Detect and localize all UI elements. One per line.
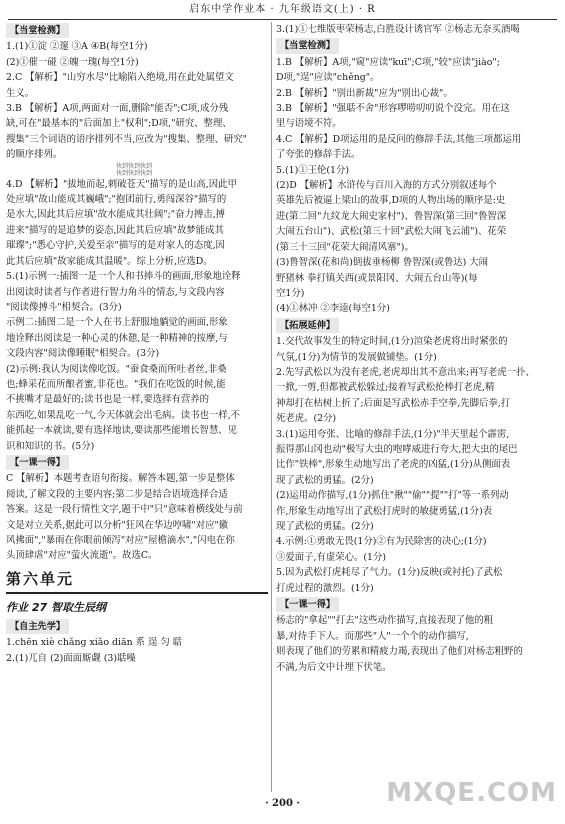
text-line: 能抓起一本就读,要有选择地读,要读那些能增长智慧、见 — [6, 425, 237, 437]
text-line: 1.(1)①淀 ②邃 ③A ④B(每空1分) — [6, 41, 148, 53]
header-title: 启东中学作业本 · 九年级语文(上) · R — [189, 4, 376, 15]
text-line: 打虎过程的激烈。(1分) — [276, 582, 374, 594]
text-line: 里与语境不符。 — [276, 118, 342, 130]
section-heading: 【一课一得】 — [276, 597, 339, 612]
unit-rule — [6, 592, 268, 594]
text-line: 答案。这是一段行情性文字,题干中"只"意味着横线处与前 — [6, 504, 243, 516]
text-line: 大闹五台山")、武松(第三十回"武松大闹飞云浦")、花荣 — [276, 226, 507, 238]
text-line: 3.B 【解析】"强聒不舍"形容啰唠叨叨说个没完。用在这 — [276, 103, 510, 115]
text-line: 文段内容"阅读像睡眠"相契合。(3分) — [6, 348, 160, 360]
text-line: 3.(1)①七维版枣荣杨志,白胜设计诱官军 ②杨志无奈买酒喝 — [276, 24, 520, 35]
text-line: (2)①催一碰 ②魄一瑰(每空1分) — [6, 56, 139, 68]
text-line: 示例二:插图二是一个人在书上舒服地躺觉的画面,形象 — [6, 317, 228, 329]
left-column — [6, 22, 274, 792]
text-line: (4)①林冲 ②李逵(每空1分) — [276, 303, 390, 315]
text-line: 现了武松的勇猛。(2分) — [276, 474, 374, 486]
small-note: 快到快到快到 — [116, 162, 153, 170]
text-line: 处应填"故山能成其巍峨";"抱团前行,勇闯深谷"描写的 — [6, 194, 227, 206]
text-line: 是水大,因此其后应填"故水能成其壮阔";"奋力搏击,搏 — [6, 209, 225, 221]
homework-title: 作业 27 智取生辰纲 — [6, 600, 106, 614]
text-line: 1.交代故事发生的特定时间,(1分)渲染老虎将出时紧张的 — [276, 336, 508, 348]
text-line: 3.B 【解析】A项,两面对一面,删除"能否";C项,成分残 — [6, 103, 229, 115]
text-line: 野猪林 拳打镇关西(或景阳冈、大闹五台山等)(每 — [276, 272, 478, 284]
text-line: 5.(1)①王伦(1分) — [276, 164, 350, 176]
text-line: (3)鲁智深(花和尚)倒拔垂杨柳 鲁智深(或鲁达) 大闹 — [276, 257, 488, 269]
text-line: 文是对立关系,据此可以分析"狂风在华边哼啸"对应"徽 — [6, 519, 229, 531]
section-heading-row — [6, 22, 274, 39]
text-line: 1.chēn xiè chǎng xiǎo diān 系 逞 匀 聒 — [6, 637, 183, 649]
text-line: 阅读,了解文段的主要内容;第二步是结合语境选择合适 — [6, 488, 228, 500]
text-line: 2.先写武松以为没有老虎,老虎却出其不意出来;再写老虎一扑、 — [276, 366, 535, 378]
text-line: 暴,对待手下人。而那些"人"一个个的动作描写, — [276, 630, 469, 642]
text-line: 4.C 【解析】D项运用的是反问的修辞手法,其他三项都运用 — [276, 133, 522, 145]
text-line: 也;蜂采花而所酿者蜜,非花也。"我们在吃饭的时候,能 — [6, 378, 226, 390]
text-line: 5.因为武松打虎耗尽了气力。(1分)反映(或衬托)了武松 — [276, 567, 503, 579]
text-line: D项,"逞"应读"chěng"。 — [276, 72, 380, 84]
text-line: 则表现了他们的劳累和精疲力竭,表现出了他们对杨志粗野的 — [276, 646, 523, 658]
text-line: ③爱面子,有虚荣心。(1分) — [276, 551, 387, 563]
text-line: 进来"描写的是追梦的姿态,因此其后应填"故梦能成其 — [6, 224, 224, 236]
section-heading: 【一课一得】 — [6, 455, 69, 470]
text-line: "阅读像搏斗"相契合。(3分) — [6, 301, 122, 313]
text-line: 振得那山冈也动"极写大虫的咆哮威进行夸大,把大虫的尾巴 — [276, 443, 518, 455]
text-line: 5.(1)示例一:插图一是一个人和书捧斗的画面,形象地诠释 — [6, 271, 241, 283]
text-line: 杨志的"拿起""打去"这些动作描写,直接表现了他的粗 — [276, 615, 494, 627]
section-heading-row — [6, 454, 274, 471]
text-line: 风拂面","暴雨在你眼前倾泻"对应"屋檐滴水","闪电在你 — [6, 535, 235, 546]
text-line: 英雄先后被逼上梁山的故事,D项的人物出场的顺序是:史 — [276, 195, 506, 207]
page-header — [0, 0, 565, 20]
text-line: 了夸张的修辞手法。 — [276, 149, 361, 161]
text-line: 2.(1)兀自 (2)面面厮觑 (3)聒噪 — [6, 652, 136, 664]
section-heading: 【当堂检测】 — [276, 38, 339, 53]
text-line: 一掀,一剪,但都被武松躲过;接着写武松抡棒打老虎,精 — [276, 382, 495, 394]
page-number: · 200 · — [265, 798, 300, 809]
text-line: 璀璨";"悉心守护,关爱至亲"描写的是对家人的态度,因 — [6, 240, 225, 252]
section-heading-row — [276, 37, 556, 54]
column-divider — [271, 22, 272, 792]
text-line: 死老虎。(2分) — [276, 413, 337, 425]
section-heading: 【自主先学】 — [6, 619, 69, 634]
text-line: 作,形象生动地写出了武松打虎时的敏捷勇猛,(1分)表 — [276, 505, 493, 517]
watermark-text: MXQE.COM — [386, 778, 557, 808]
section-heading-row — [6, 618, 274, 635]
right-column — [276, 22, 556, 792]
text-line: 3.(1)运用夸张、比喻的修辞手法,(1分)"半天里起个霹雳, — [276, 428, 510, 440]
text-line: 比作"铁棒",形象生动地写出了老虎的凶猛,(1分)从侧面表 — [276, 459, 511, 471]
text-line: 2.C 【解析】"山穷水尽"比喻陷入绝境,用在此处属望文 — [6, 72, 234, 84]
watermark — [386, 778, 557, 808]
section-heading-row — [276, 596, 556, 613]
text-line: 不满,为后文中计埋下伏笔。 — [276, 661, 392, 673]
text-line: 进(第二回"九纹龙大闹史家村")、鲁智深(第三回"鲁智深 — [276, 210, 507, 222]
text-line: 识和知识的书。(5分) — [6, 440, 95, 452]
text-line: 生义。 — [6, 87, 35, 99]
text-line: 不挑嘴才是最好的;读书也是一样,要选择有营养的 — [6, 394, 210, 406]
text-line: 4.D 【解析】"拔地而起,刺破苍天"描写的是山高,因此甲 — [6, 178, 237, 190]
text-line: (第三十三回"花荣大闹清风寨")。 — [276, 241, 414, 253]
text-line: 此其后应填"故家能成其温暖"。综上分析,应选D。 — [6, 255, 213, 267]
text-line: C 【解析】本题考查语句衔接。解答本题,第一步是整体 — [6, 473, 235, 485]
text-line: 的顺序排列。 — [6, 149, 63, 161]
text-line: 头顶肆虐"对应"萤火流逝"。故选C。 — [6, 550, 158, 562]
text-line: 空1分) — [276, 287, 305, 299]
text-line: 1.B 【解析】A项,"窥"应读"kuī";C项,"较"应读"jiào"; — [276, 56, 500, 68]
text-line: 气氛,(1分)为情节的发展做铺垫。(1分) — [276, 351, 437, 363]
text-line: (2)示例:我认为阅读像吃饭。"蚕食桑而所吐者丝,非桑 — [6, 363, 227, 375]
section-heading: 【拓展延伸】 — [276, 318, 339, 333]
text-line: 东西吃,如果乱吃一气,今天体就会出毛病。读书也一样,不 — [6, 409, 240, 421]
section-heading: 【当堂检测】 — [6, 23, 69, 38]
text-line: (2)运用动作描写,(1分)抓住"揪""偷""提""打"等一系列动 — [276, 490, 509, 502]
small-note: 快到快到快到 — [116, 169, 153, 177]
text-line: 神却打在枯树上折了;后面是写武松赤手空拳,先脚后拳,打 — [276, 397, 511, 409]
text-line: 现了武松的勇猛。(2分) — [276, 521, 374, 532]
text-line: 地诠释出阅读是一种心灵的休憩,是一种精神的按摩,与 — [6, 332, 228, 344]
text-line: 缺,可在"最基本的"后面加上"权利";D项,"研究、整理、 — [6, 118, 232, 130]
text-line: 2.B 【解析】"别出新裁"应为"别出心裁"。 — [276, 87, 453, 99]
section-heading-row — [276, 317, 556, 334]
text-line: (2)D 【解析】水浒传与百川入海的方式分别叙述每个 — [276, 180, 497, 192]
text-line: 出阅读时读者与作者进行智力角斗的情态,与文段内容 — [6, 286, 225, 298]
text-line: 搜集"三个词语的语序排列不当,应改为"搜集、整理、研究" — [6, 133, 247, 145]
header-rule — [8, 19, 557, 20]
text-line: 4.示例:①勇敢无畏(1分)②有为民除害的决心;(1分) — [276, 536, 487, 548]
unit-title: 第六单元 — [6, 569, 75, 588]
